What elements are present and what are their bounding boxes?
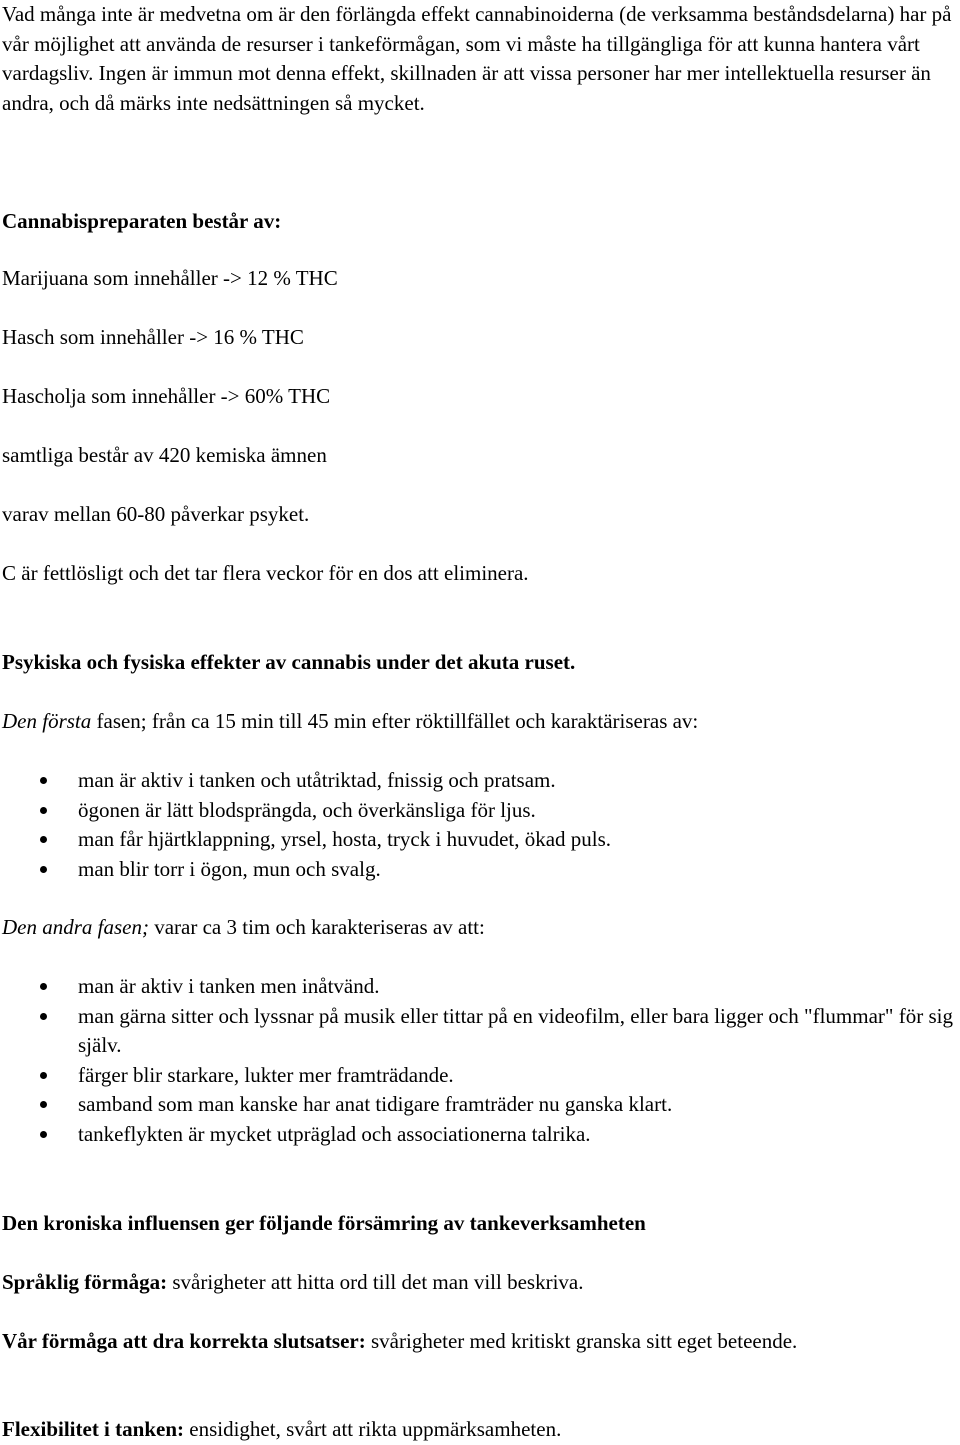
preparation-line-hasch: Hasch som innehåller -> 16 % THC [2, 325, 304, 349]
list-item: samband som man kanske har anat tidigare framträder nu ganska klart. [0, 1090, 960, 1120]
list-item: tankeflykten är mycket utpräglad och associationerna talrika. [0, 1120, 960, 1150]
phase2-list [0, 972, 960, 1149]
preparations-heading: Cannabispreparaten består av: [2, 209, 282, 233]
phase1-list [0, 766, 960, 884]
phase2-intro: Den andra fasen; varar ca 3 tim och karakteriseras av att: [2, 915, 485, 939]
list-item: färger blir starkare, lukter mer framträdande. [0, 1061, 960, 1091]
preparation-line-chemicals: samtliga består av 420 kemiska ämnen [2, 443, 327, 467]
phase1-intro: Den första fasen; från ca 15 min till 45 min efter röktillfället och karaktäriseras av: [2, 709, 699, 733]
list-item: man blir torr i ögon, mun och svalg. [0, 855, 960, 885]
list-item: man gärna sitter och lyssnar på musik eller tittar på en videofilm, eller bara ligger och "flummar" för sig själv. [0, 1002, 960, 1061]
chronic-item-flexibility: Flexibilitet i tanken: ensidighet, svårt att rikta uppmärksamheten. [2, 1417, 562, 1441]
chronic-heading: Den kroniska influensen ger följande försämring av tankeverksamheten [2, 1211, 646, 1235]
acute-heading: Psykiska och fysiska effekter av cannabis under det akuta ruset. [2, 650, 576, 674]
list-item: ögonen är lätt blodsprängda, och överkänsliga för ljus. [0, 796, 960, 826]
preparation-line-psyche: varav mellan 60-80 påverkar psyket. [2, 502, 310, 526]
intro-paragraph: Vad många inte är medvetna om är den förlängda effekt cannabinoiderna (de verksamma beståndsdelarna) har på vår möjlighet att använda de resurser i tankeförmågan, som vi måste ha tillgängliga för att kunna hantera vårt vardagsliv. Ingen är immun mot denna effekt, skillnaden är att vissa personer har mer intellektuella resurser än andra, och då märks inte nedsättningen så mycket. [2, 2, 952, 115]
list-item: man får hjärtklappning, yrsel, hosta, tryck i huvudet, ökad puls. [0, 825, 960, 855]
list-item: man är aktiv i tanken men inåtvänd. [0, 972, 960, 1002]
preparation-line-elimination: C är fettlösligt och det tar flera veckor för en dos att eliminera. [2, 561, 529, 585]
preparation-line-marijuana: Marijuana som innehåller -> 12 % THC [2, 266, 338, 290]
preparation-line-hascholja: Hascholja som innehåller -> 60% THC [2, 384, 331, 408]
chronic-item-conclusions: Vår förmåga att dra korrekta slutsatser: svårigheter med kritiskt granska sitt eget beteende. [2, 1329, 798, 1353]
list-item: man är aktiv i tanken och utåtriktad, fnissig och pratsam. [0, 766, 960, 796]
chronic-item-language: Språklig förmåga: svårigheter att hitta ord till det man vill beskriva. [2, 1270, 584, 1294]
